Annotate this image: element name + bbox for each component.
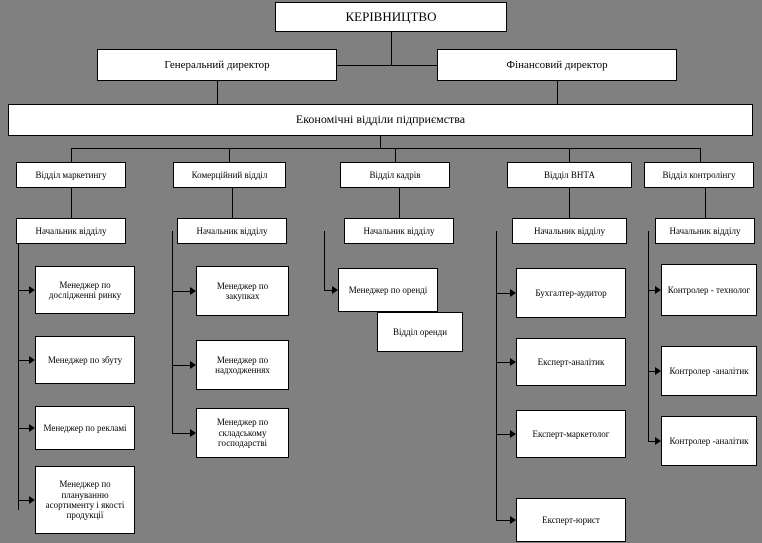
node-label: Комерційний відділ [191,169,268,180]
node-gen-dir [97,49,337,81]
node-dep-ctrl [644,162,754,188]
node-label: Генеральний директор [164,58,270,71]
connector-line [18,231,19,510]
node-mkt-1 [35,266,135,314]
node-vnta-3 [516,410,626,458]
node-head-vnta [512,218,627,244]
node-label: Експерт-аналітик [537,356,605,367]
node-label: Експерт-юрист [542,514,600,525]
node-label: Начальник відділу [35,225,107,236]
node-label: КЕРІВНИЦТВО [345,8,437,24]
connector-line [705,188,706,218]
node-label: Менеджер по збуту [47,354,123,365]
node-label: Менеджер по складському господарстві [216,417,269,449]
connector-branch [18,500,29,501]
connector-line [399,188,400,218]
node-ctrl-1 [661,264,757,316]
node-hr-1 [338,268,438,312]
node-label: Менеджер по закупках [216,280,269,301]
connector-line [395,148,396,162]
connector-branch [172,365,190,366]
connector-line [391,32,392,45]
node-label: Начальник відділу [534,225,605,236]
node-label: Менеджер по оренді [348,284,428,295]
connector-line [232,188,233,218]
node-label: Начальник відділу [196,225,268,236]
connector-line [71,188,72,218]
node-label: Менеджер по дослідженні ринку [48,279,122,300]
connector-line [648,231,649,441]
node-label: Бухгалтер-аудитор [535,287,607,298]
node-label: Відділ ВНТА [544,169,595,180]
connector-line [391,45,392,65]
node-fin-dir [437,49,677,81]
connector-branch [18,290,29,291]
connector-branch [496,520,510,521]
connector-branch [496,293,510,294]
node-label: Економічні відділи підприємства [295,112,466,127]
node-com-3 [196,408,289,458]
connector-line [172,231,173,433]
node-head-hr [344,218,454,244]
connector-branch [18,428,29,429]
connector-line [700,148,701,162]
connector-branch [648,290,655,291]
node-label: Контролер - технолог [667,284,751,295]
node-hr-2 [377,312,463,352]
connector-line [71,148,72,162]
node-com-2 [196,340,289,390]
connector-line [324,231,325,291]
node-label: Начальник відділу [669,225,741,236]
node-label: Менеджер по плануванню асортименту і якості продукції [45,479,125,521]
connector-branch [496,362,510,363]
node-label: Фінансовий директор [506,58,608,71]
node-mkt-2 [35,336,135,384]
connector-line [71,148,700,149]
node-head-com [177,218,287,244]
node-label: Контролер -аналітик [669,365,749,376]
node-label: Відділ маркетингу [35,169,107,180]
node-dep-com [173,162,286,188]
connector-branch [18,360,29,361]
node-label: Начальник відділу [363,225,435,236]
node-com-1 [196,266,289,316]
node-vnta-4 [516,498,626,542]
node-label: Експерт-маркетолог [532,428,610,439]
node-head-mkt [16,218,126,244]
node-ctrl-2 [661,346,757,396]
connector-branch [172,433,190,434]
node-label: Відділ кадрів [369,169,421,180]
node-dep-hr [340,162,450,188]
connector-branch [648,441,655,442]
connector-line [569,188,570,218]
node-econ [8,104,753,136]
connector-line [496,231,497,520]
node-dep-vnta [507,162,632,188]
node-label: Менеджер по надходженнях [215,354,270,375]
node-label: Відділ оренди [392,326,448,337]
node-head-ctrl [655,218,755,244]
node-dep-mkt [16,162,126,188]
node-label: Контролер -аналітик [669,435,749,446]
connector-line [229,148,230,162]
connector-branch [496,434,510,435]
node-vnta-2 [516,338,626,386]
connector-branch [648,371,655,372]
node-mkt-3 [35,406,135,450]
connector-branch [172,291,190,292]
node-mkt-4 [35,466,135,534]
node-label: Відділ контролінгу [662,169,736,180]
node-ctrl-3 [661,416,757,466]
connector-line [569,148,570,162]
node-root [275,2,507,32]
connector-branch [324,290,332,291]
node-vnta-1 [516,268,626,318]
connector-line [380,136,381,148]
node-label: Менеджер по рекламі [43,422,127,433]
